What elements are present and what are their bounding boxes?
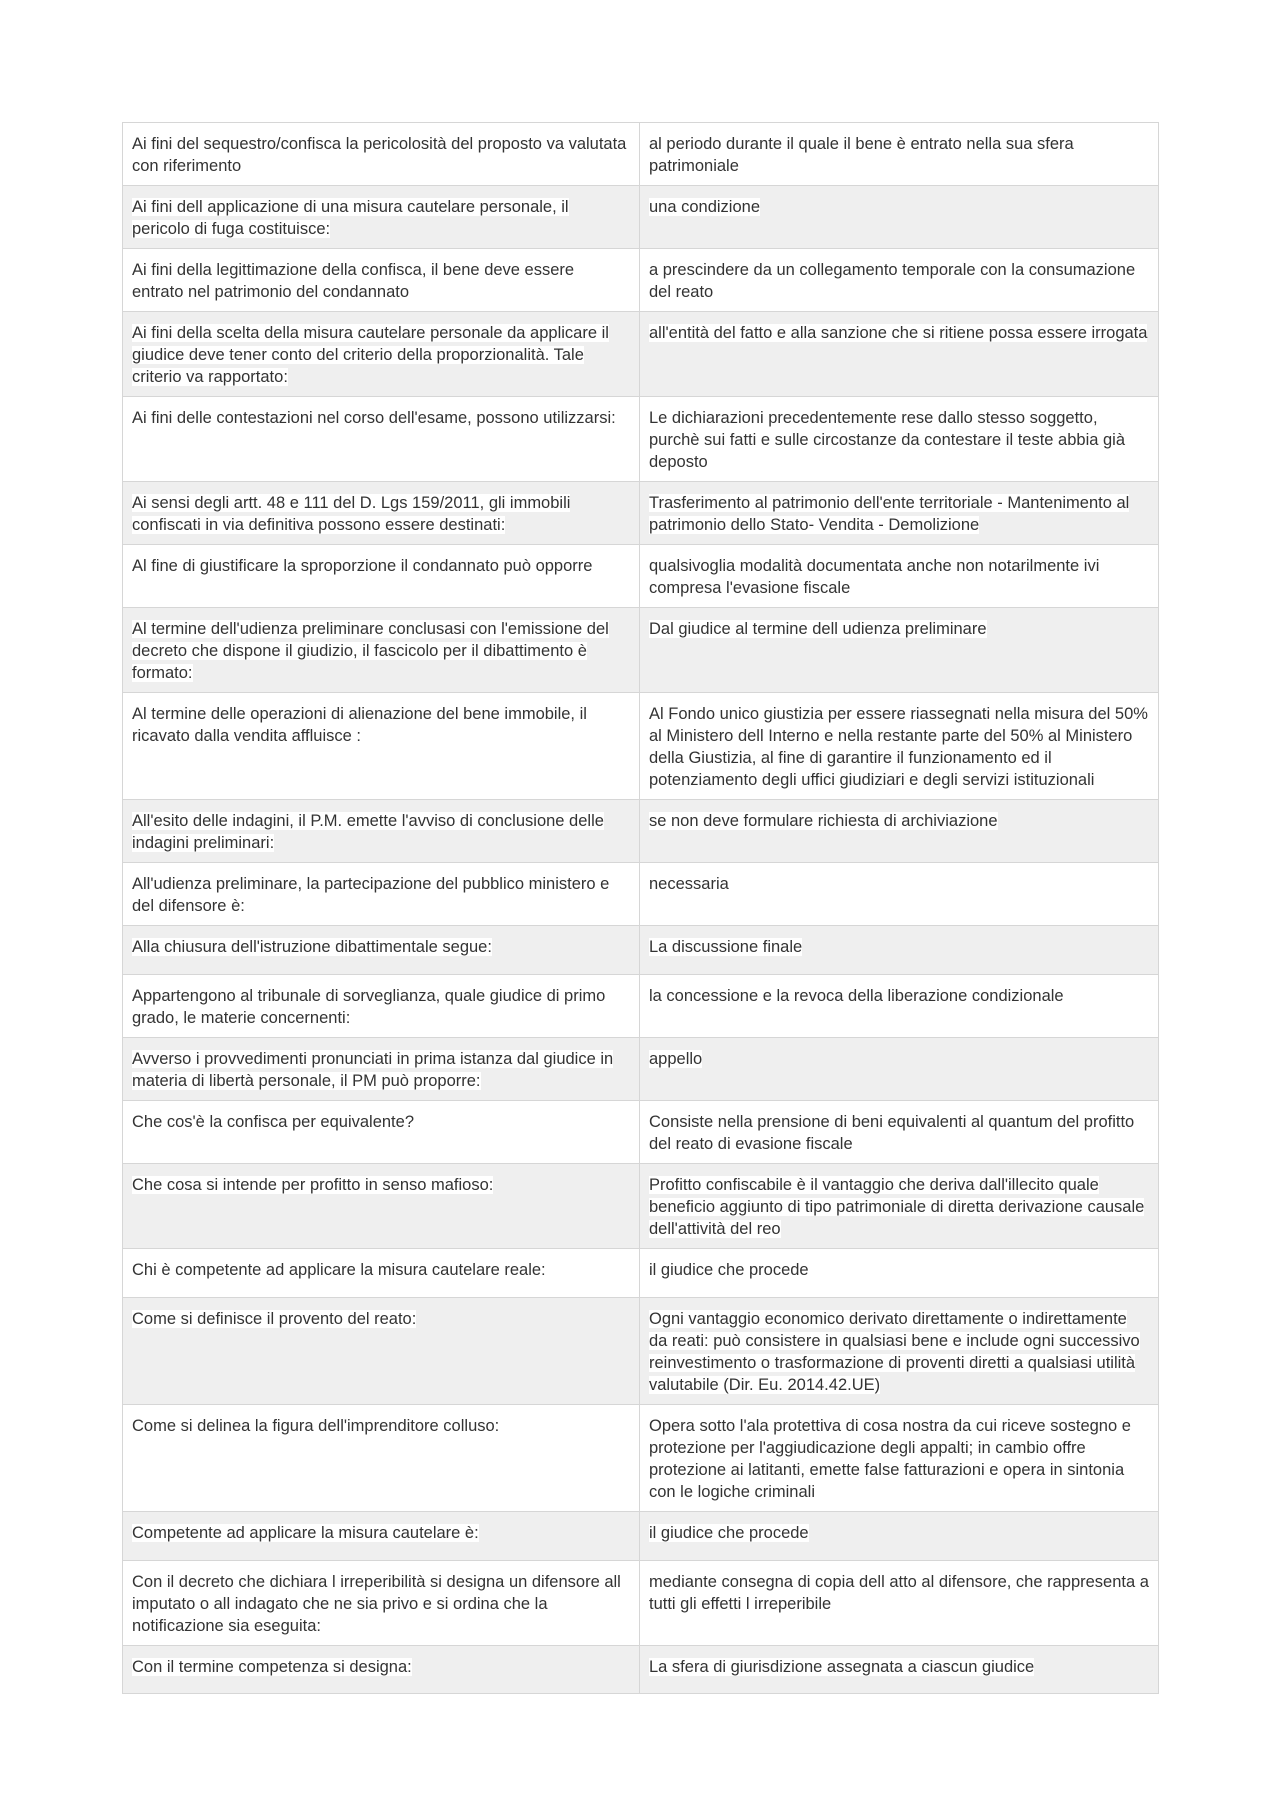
answer-cell: [640, 1298, 1159, 1405]
question-text: Ai fini delle contestazioni nel corso dell'esame, possono utilizzarsi:: [132, 409, 616, 427]
answer-cell: [640, 975, 1159, 1038]
answer-cell: [640, 397, 1159, 482]
question-text: Al termine dell'udienza preliminare conclusasi con l'emissione del decreto che dispone il giudizio, il fascicolo per il dibattimento è formato:: [132, 620, 609, 682]
question-text: Con il decreto che dichiara l irreperibilità si designa un difensore all imputato o all indagato che ne sia privo e si ordina che la notificazione sia eseguita:: [132, 1573, 621, 1635]
question-text: Ai sensi degli artt. 48 e 111 del D. Lgs 159/2011, gli immobili confiscati in via definitiva possono essere destinati:: [132, 494, 571, 534]
question-text: Al termine delle operazioni di alienazione del bene immobile, il ricavato dalla vendita affluisce :: [132, 705, 587, 745]
question-text: Alla chiusura dell'istruzione dibattimentale segue:: [132, 938, 492, 956]
answer-cell: [640, 863, 1159, 926]
answer-text: Dal giudice al termine dell udienza preliminare: [649, 620, 987, 638]
answer-text: a prescindere da un collegamento temporale con la consumazione del reato: [649, 261, 1136, 301]
answer-text: Le dichiarazioni precedentemente rese dallo stesso soggetto, purchè sui fatti e sulle circostanze da contestare il teste abbia già deposto: [649, 409, 1126, 471]
answer-text: la concessione e la revoca della liberazione condizionale: [649, 987, 1064, 1005]
answer-text: Opera sotto l'ala protettiva di cosa nostra da cui riceve sostegno e protezione per l'aggiudicazione degli appalti; in cambio offre protezione ai latitanti, emette false fatturazioni e opera in sintonia con le logiche criminali: [649, 1417, 1131, 1501]
question-text: Ai fini del sequestro/confisca la pericolosità del proposto va valutata con riferimento: [132, 135, 627, 175]
table-row: [123, 1038, 1159, 1101]
question-text: All'esito delle indagini, il P.M. emette l'avviso di conclusione delle indagini preliminari:: [132, 812, 604, 852]
answer-text: Trasferimento al patrimonio dell'ente territoriale - Mantenimento al patrimonio dello Stato- Vendita - Demolizione: [649, 494, 1130, 534]
question-cell: [123, 1512, 640, 1561]
table-row: [123, 1298, 1159, 1405]
answer-cell: [640, 1646, 1159, 1694]
answer-text: La discussione finale: [649, 938, 803, 956]
table-row: [123, 482, 1159, 545]
answer-text: all'entità del fatto e alla sanzione che si ritiene possa essere irrogata: [649, 324, 1148, 342]
question-text: Che cos'è la confisca per equivalente?: [132, 1113, 414, 1131]
answer-text: il giudice che procede: [649, 1524, 809, 1542]
table-row: [123, 312, 1159, 397]
question-cell: [123, 1561, 640, 1646]
table-row: [123, 249, 1159, 312]
answer-cell: [640, 123, 1159, 186]
answer-cell: [640, 186, 1159, 249]
answer-text: Profitto confiscabile è il vantaggio che deriva dall'illecito quale beneficio aggiunto di tipo patrimoniale di diretta derivazione causale dell'attività del reo: [649, 1176, 1145, 1238]
qa-table-body: [123, 123, 1159, 1694]
answer-cell: [640, 800, 1159, 863]
answer-cell: [640, 1405, 1159, 1512]
question-text: Chi è competente ad applicare la misura cautelare reale:: [132, 1261, 546, 1279]
table-row: [123, 608, 1159, 693]
answer-cell: [640, 482, 1159, 545]
question-text: Ai fini dell applicazione di una misura cautelare personale, il pericolo di fuga costituisce:: [132, 198, 569, 238]
answer-cell: [640, 1561, 1159, 1646]
answer-text: appello: [649, 1050, 703, 1068]
question-cell: [123, 186, 640, 249]
answer-cell: [640, 312, 1159, 397]
answer-text: necessaria: [649, 875, 729, 893]
question-cell: [123, 312, 640, 397]
table-row: [123, 545, 1159, 608]
answer-cell: [640, 693, 1159, 800]
answer-text: Ogni vantaggio economico derivato direttamente o indirettamente da reati: può consistere in qualsiasi bene e include ogni successivo reinvestimento o trasformazione di proventi diretti a qualsiasi utilità valutabile (Dir. Eu. 2014.42.UE): [649, 1310, 1140, 1394]
question-text: Ai fini della scelta della misura cautelare personale da applicare il giudice deve tener conto del criterio della proporzionalità. Tale criterio va rapportato:: [132, 324, 609, 386]
question-text: Avverso i provvedimenti pronunciati in prima istanza dal giudice in materia di libertà personale, il PM può proporre:: [132, 1050, 614, 1090]
answer-text: al periodo durante il quale il bene è entrato nella sua sfera patrimoniale: [649, 135, 1074, 175]
question-cell: [123, 1298, 640, 1405]
table-row: [123, 693, 1159, 800]
question-cell: [123, 1646, 640, 1694]
question-cell: [123, 249, 640, 312]
question-cell: [123, 545, 640, 608]
answer-text: Consiste nella prensione di beni equivalenti al quantum del profitto del reato di evasione fiscale: [649, 1113, 1135, 1153]
answer-cell: [640, 608, 1159, 693]
question-cell: [123, 1405, 640, 1512]
answer-cell: [640, 1164, 1159, 1249]
table-row: [123, 1249, 1159, 1298]
question-text: Appartengono al tribunale di sorveglianza, quale giudice di primo grado, le materie concernenti:: [132, 987, 606, 1027]
table-row: [123, 1512, 1159, 1561]
table-row: [123, 123, 1159, 186]
answer-cell: [640, 545, 1159, 608]
question-cell: [123, 397, 640, 482]
question-cell: [123, 1101, 640, 1164]
table-row: [123, 397, 1159, 482]
question-cell: [123, 1164, 640, 1249]
question-text: All'udienza preliminare, la partecipazione del pubblico ministero e del difensore è:: [132, 875, 610, 915]
answer-cell: [640, 926, 1159, 975]
answer-cell: [640, 1038, 1159, 1101]
question-cell: [123, 123, 640, 186]
answer-cell: [640, 1249, 1159, 1298]
question-text: Come si definisce il provento del reato:: [132, 1310, 417, 1328]
table-row: [123, 1561, 1159, 1646]
table-row: [123, 186, 1159, 249]
question-cell: [123, 863, 640, 926]
table-row: [123, 1405, 1159, 1512]
question-text: Al fine di giustificare la sproporzione il condannato può opporre: [132, 557, 593, 575]
question-cell: [123, 1249, 640, 1298]
table-row: [123, 926, 1159, 975]
question-text: Come si delinea la figura dell'imprenditore colluso:: [132, 1417, 500, 1435]
answer-text: Al Fondo unico giustizia per essere riassegnati nella misura del 50% al Ministero dell Interno e nella restante parte del 50% al Ministero della Giustizia, al fine di garantire il funzionamento ed il potenziamento degli uffici giudiziari e degli servizi istituzionali: [649, 705, 1148, 789]
table-row: [123, 1646, 1159, 1694]
question-text: Con il termine competenza si designa:: [132, 1658, 412, 1676]
question-cell: [123, 1038, 640, 1101]
answer-text: mediante consegna di copia dell atto al difensore, che rappresenta a tutti gli effetti l irreperibile: [649, 1573, 1149, 1613]
answer-text: il giudice che procede: [649, 1261, 809, 1279]
question-text: Ai fini della legittimazione della confisca, il bene deve essere entrato nel patrimonio del condannato: [132, 261, 575, 301]
answer-cell: [640, 249, 1159, 312]
answer-text: qualsivoglia modalità documentata anche non notarilmente ivi compresa l'evasione fiscale: [649, 557, 1100, 597]
question-text: Competente ad applicare la misura cautelare è:: [132, 1524, 479, 1542]
table-row: [123, 1164, 1159, 1249]
answer-cell: [640, 1512, 1159, 1561]
question-cell: [123, 608, 640, 693]
answer-text: se non deve formulare richiesta di archiviazione: [649, 812, 998, 830]
table-row: [123, 975, 1159, 1038]
answer-text: La sfera di giurisdizione assegnata a ciascun giudice: [649, 1658, 1035, 1676]
answer-cell: [640, 1101, 1159, 1164]
question-cell: [123, 975, 640, 1038]
question-cell: [123, 800, 640, 863]
question-cell: [123, 693, 640, 800]
qa-table: [122, 122, 1159, 1694]
question-cell: [123, 926, 640, 975]
table-row: [123, 863, 1159, 926]
answer-text: una condizione: [649, 198, 761, 216]
table-row: [123, 800, 1159, 863]
table-row: [123, 1101, 1159, 1164]
question-cell: [123, 482, 640, 545]
question-text: Che cosa si intende per profitto in senso mafioso:: [132, 1176, 494, 1194]
